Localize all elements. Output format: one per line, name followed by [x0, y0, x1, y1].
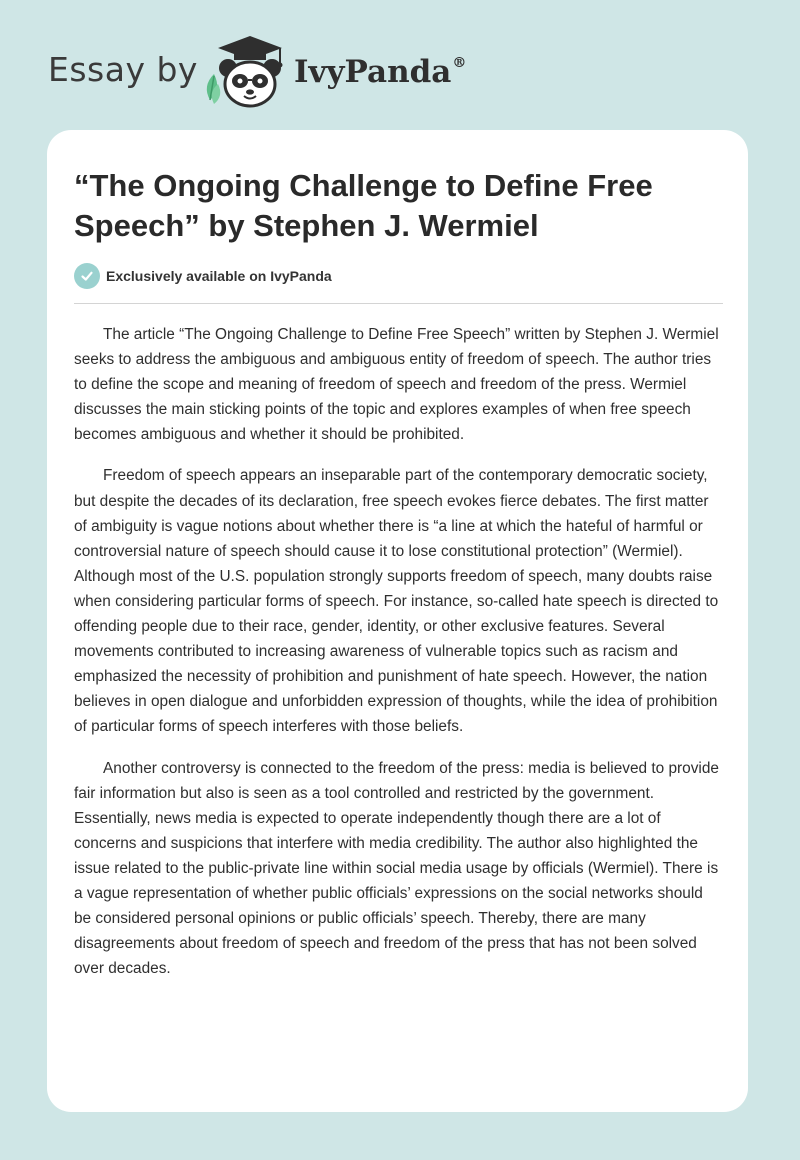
- page-title: “The Ongoing Challenge to Define Free Speech” by Stephen J. Wermiel: [74, 168, 653, 243]
- exclusive-badge: [74, 263, 332, 289]
- check-circle-icon: [74, 263, 100, 289]
- divider: [74, 303, 723, 304]
- brand-name[interactable]: IvyPanda®: [294, 54, 467, 90]
- panda-graduate-icon: [200, 34, 290, 110]
- essay-by-label: Essay by: [48, 50, 198, 89]
- paragraph: Freedom of speech appears an inseparable part of the contemporary democratic society, but despite the decades of its declaration, free speech evokes fierce debates. The first matter of ambiguity is vague notions about whether there is “a line at which the hateful of harmful or controversial nature of speech should cause it to lose constitutional protection” (Wermiel). Although most of the U.S. population strongly supports freedom of speech, many doubts raise when considering particular forms of speech. For instance, so-called hate speech is directed to offending people due to their race, gender, identity, or other exclusive features. Several movements contributed to increasing awareness of vulnerable topics such as racism and emphasized the necessity of prohibition and punishment of hate speech. However, the nation believes in open dialogue and unforbidden expression of thoughts, while the idea of prohibition of particular forms of speech interferes with those beliefs.: [74, 467, 719, 736]
- site-header: [48, 34, 748, 114]
- registered-mark: ®: [452, 54, 467, 71]
- paragraph: The article “The Ongoing Challenge to Define Free Speech” written by Stephen J. Wermiel seeks to address the ambiguous and ambiguous entity of freedom of speech. The author tries to define the scope and meaning of freedom of speech and freedom of the press. Wermiel discusses the main sticking points of the topic and explores examples of when free speech becomes ambiguous and whether it should be prohibited.: [74, 326, 719, 444]
- essay-body: [74, 322, 724, 997]
- essay-card: [47, 130, 748, 1112]
- exclusive-label: Exclusively available on IvyPanda: [106, 268, 332, 284]
- paragraph: Another controversy is connected to the freedom of the press: media is believed to provide fair information but also is seen as a tool controlled and restricted by the government. Essentially, news media is expected to operate independently though there are a lot of concerns and suspicions that interfere with media credibility. The author also highlighted the issue related to the public-private line within social media usage by officials (Wermiel). There is a vague representation of whether public officials’ expressions on the social networks should be considered personal opinions or public officials’ speech. Thereby, there are many disagreements about freedom of speech and freedom of the press that has not been solved over decades.: [74, 759, 719, 978]
